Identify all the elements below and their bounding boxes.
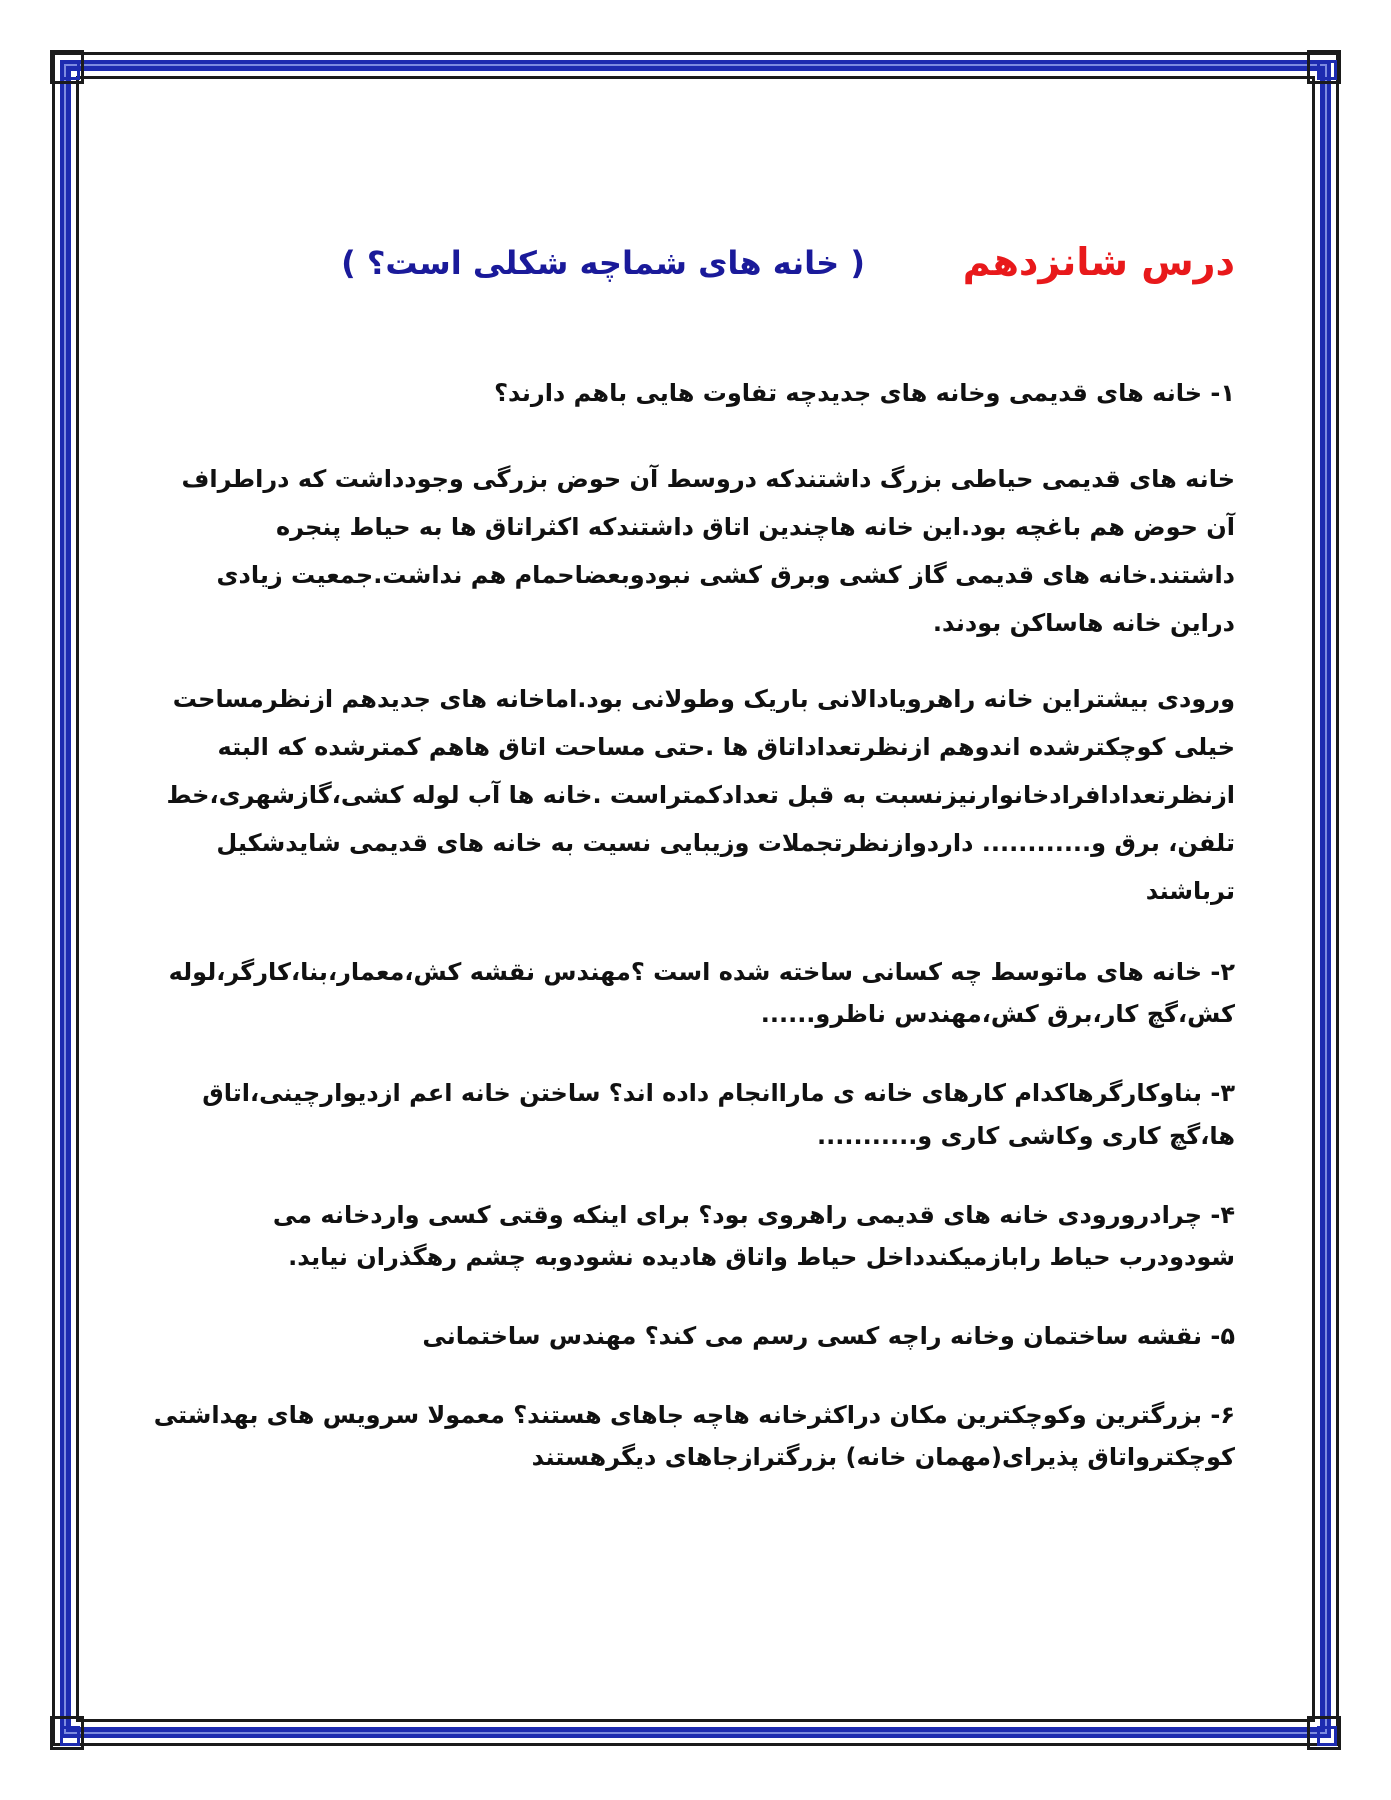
- title-row: [150, 240, 1235, 310]
- answer-1-part-2: ورودی بیشتراین خانه راهرویادالانی باریک وطولانی بود.اماخانه های جدیدهم ازنظرمساحت خیلی کوچکترشده اندوهم ازنظرتعداداتاق ها .حتی مساحت اتاق هاهم کمترشده که البته ازنظرتعدادافرادخانوارنیزنسبت به قبل تعدادکمتراست .خانه ها آب لوله کشی،گازشهری،خط تلفن، برق و............ داردوازنظرتجملات وزیبایی نسیت به خانه های قدیمی شایدشکیل ترباشند: [166, 684, 1235, 905]
- question-6: ۶- بزرگترین وکوچکترین مکان دراکثرخانه هاچه جاهای هستند؟ معمولا سرویس های بهداشتی کوچکترواتاق پذیرای(مهمان خانه) بزرگترازجاهای دیگرهستند: [153, 1400, 1235, 1472]
- corner-ornament-bottom-left: [50, 1716, 84, 1750]
- corner-ornament-top-right: [1307, 50, 1341, 84]
- corner-ornament-top-left: [50, 50, 84, 84]
- document-body: [150, 240, 1235, 1515]
- question-1: ۱- خانه های قدیمی وخانه های جدیدچه تفاوت هایی باهم دارند؟: [494, 379, 1235, 407]
- question-5: ۵- نقشه ساختمان وخانه راچه کسی رسم می کند؟ مهندس ساختمانی: [422, 1322, 1235, 1351]
- lesson-label: درس شانزدهم: [962, 240, 1235, 284]
- question-4: ۴- چرادرورودی خانه های قدیمی راهروی بود؟ برای اینکه وقتی کسی واردخانه می شودودرب حیاط رابازمیکندداخل حیاط واتاق هادیده نشودوبه چشم رهگذران نیاید.: [272, 1200, 1235, 1272]
- question-2: ۲- خانه های ماتوسط چه کسانی ساخته شده است ؟مهندس نقشه کش،معمار،بنا،کارگر،لوله کش،گچ کار،برق کش،مهندس ناظرو......: [168, 957, 1235, 1029]
- lesson-title: ( خانه های شماچه شکلی است؟ ): [341, 244, 865, 282]
- question-3: ۳- بناوکارگرهاکدام کارهای خانه ی ماراانجام داده اند؟ ساختن خانه اعم ازدیوارچینی،اتاق ها،گچ کاری وکاشی کاری و...........: [202, 1079, 1235, 1150]
- answer-1-part-1: خانه های قدیمی حیاطی بزرگ داشتندکه دروسط آن حوض بزرگی وجودداشت که دراطراف آن حوض هم باغچه بود.این خانه هاچندین اتاق داشتندکه اکثراتاق ها به حیاط پنجره داشتند.خانه های قدیمی گاز کشی وبرق کشی نبودوبعضاحمام هم نداشت.جمعیت زیادی دراین خانه هاساکن بودند.: [181, 464, 1235, 637]
- corner-ornament-bottom-right: [1307, 1716, 1341, 1750]
